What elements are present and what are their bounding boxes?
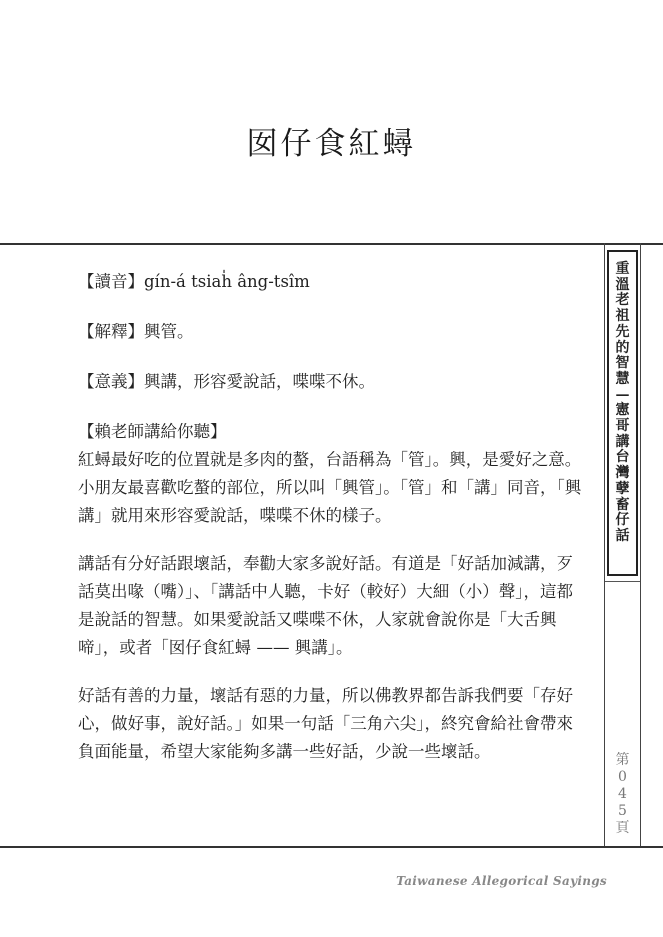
book-title-char: 畜 — [615, 496, 630, 513]
main-content — [78, 268, 586, 766]
book-title-box — [607, 250, 638, 576]
page-number — [605, 752, 640, 837]
explanation-line: 【解釋】興管。 — [78, 322, 194, 341]
paragraph-3: 好話有善的力量，壞話有惡的力量，所以佛教界都告訴我們要「存好心，做好事，說好話。」如果一句話「三角六尖」，終究會給社會帶來負面能量，希望大家能夠多講一些好話，少說一些壞話。 — [78, 686, 573, 761]
book-title-char: — — [615, 386, 630, 403]
teacher-heading: 【賴老師講給你聽】 — [78, 422, 227, 441]
page-number-char: 0 — [618, 769, 627, 785]
book-title-char: 講 — [615, 433, 630, 450]
sidebar-divider — [605, 581, 640, 582]
top-rule — [0, 243, 663, 245]
footer-series-title: Taiwanese Allegorical Sayings — [396, 874, 607, 888]
book-title-char: 憲 — [615, 402, 630, 419]
page-number-char: 5 — [618, 803, 627, 819]
book-title-char: 老 — [615, 292, 630, 309]
book-title-char: 智 — [615, 355, 630, 372]
book-title-char: 溫 — [615, 276, 630, 293]
book-title-char: 祖 — [615, 308, 630, 325]
paragraph-2: 講話有分好話跟壞話，奉勸大家多說好話。有道是「好話加減講，歹話莫出喙（嘴）」、「講話中人聽，卡好（較好）大細（小）聲」，這都是說話的智慧。如果愛說話又喋喋不休，人家就會說你是「大舌興啼」，或者「囡仔食紅蟳 —— 興講」。 — [78, 554, 573, 657]
bottom-rule — [0, 846, 663, 848]
book-title-char: 台 — [615, 449, 630, 466]
page-number-char: 4 — [618, 786, 627, 802]
book-title-char: 先 — [615, 323, 630, 340]
sidebar — [604, 243, 641, 846]
book-title-char: 慧 — [615, 370, 630, 387]
page-number-char: 頁 — [615, 820, 630, 836]
book-title-char: 的 — [615, 339, 630, 356]
book-title-char: 灣 — [615, 465, 630, 482]
page-number-char: 第 — [615, 752, 630, 768]
pronunciation-line: 【讀音】gín-á tsiah̍ âng-tsîm — [78, 272, 310, 291]
meaning-line: 【意義】興講，形容愛說話，喋喋不休。 — [78, 372, 375, 391]
book-title-char: 話 — [615, 527, 630, 544]
book-title-char: 重 — [615, 261, 630, 277]
page-title: 囡仔食紅蟳 — [246, 126, 417, 162]
paragraph-1: 紅蟳最好吃的位置就是多肉的螯，台語稱為「管」。興，是愛好之意。小朋友最喜歡吃螯的部位，所以叫「興管」。「管」和「講」同音，「興講」就用來形容愛說話，喋喋不休的樣子。 — [78, 450, 582, 525]
book-title-char: 仔 — [615, 512, 630, 529]
book-title-char: 孽 — [615, 480, 630, 497]
book-title-char: 哥 — [615, 418, 630, 435]
